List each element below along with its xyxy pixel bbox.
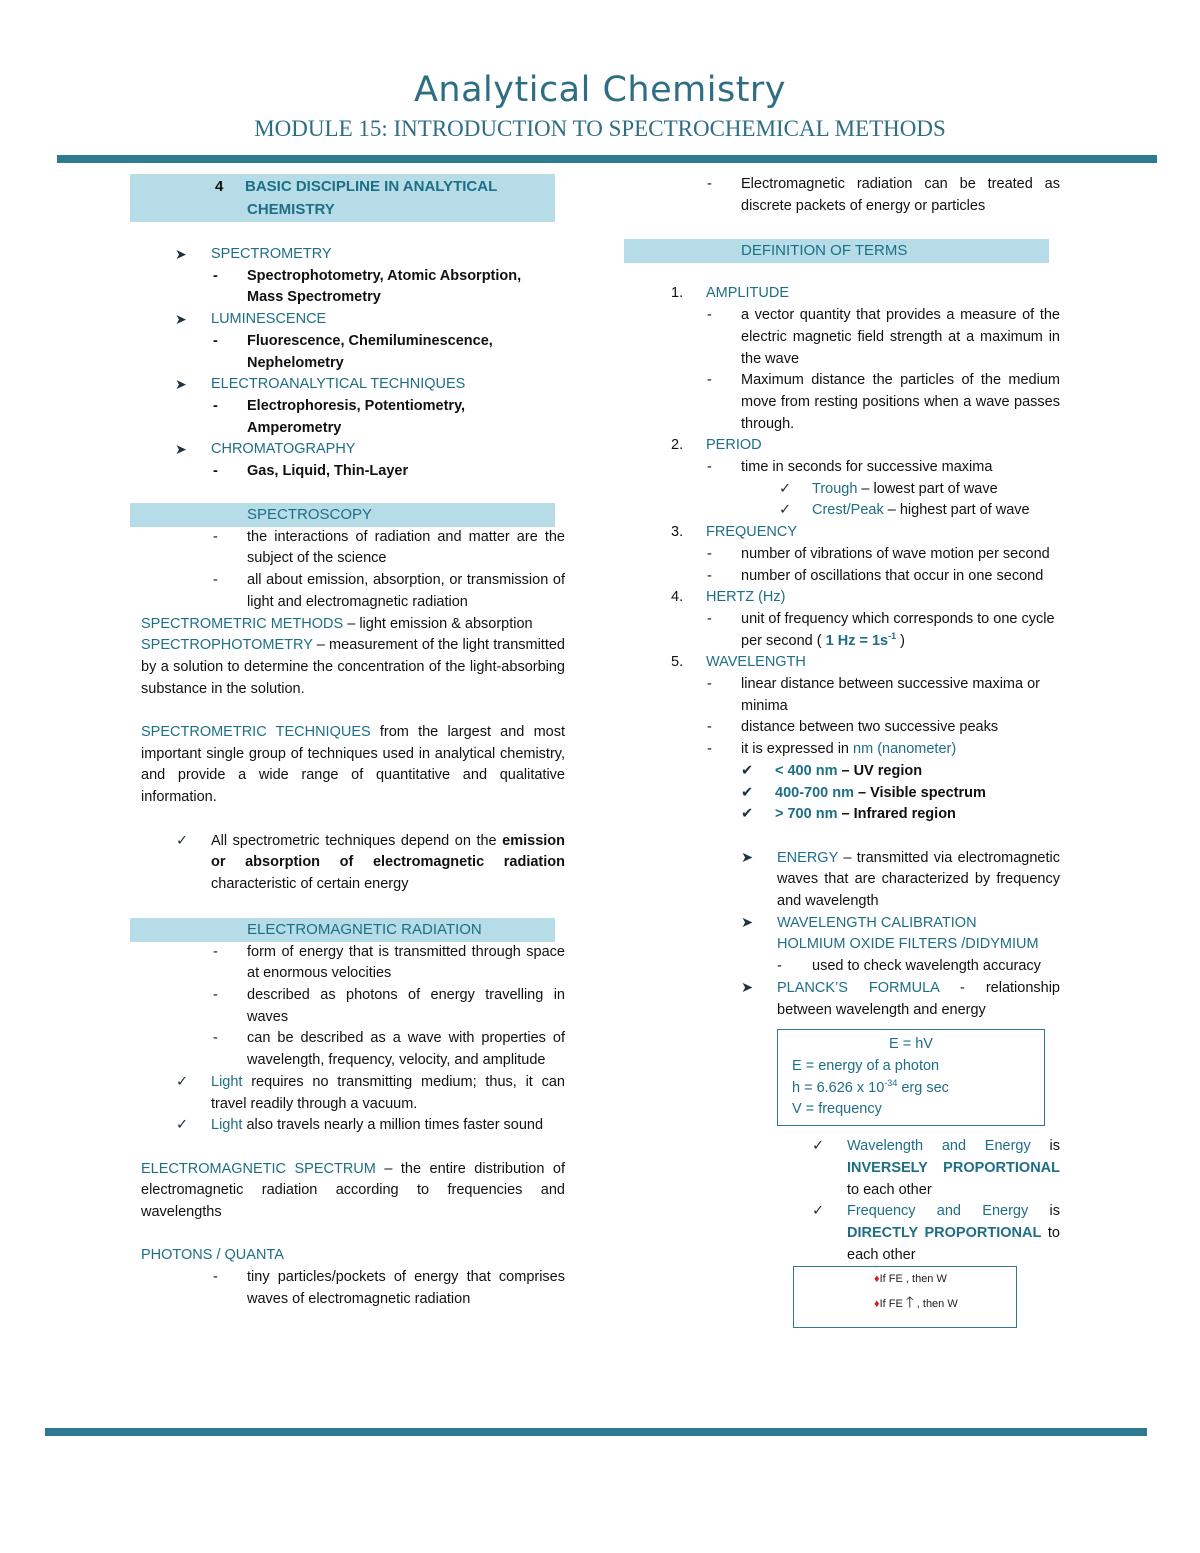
formula-e-line: E = energy of a photon	[792, 1058, 940, 1074]
relationship-inverse: ✓ Wavelength and Energy is INVERSELY PROPORTIONAL to each other	[812, 1138, 1061, 1198]
amplitude-item: - Maximum distance the particles of the medium move from resting positions when a wave passes through.	[707, 372, 1060, 432]
diamond-bullet-icon: ♦	[874, 1273, 880, 1286]
planck-formula-box	[777, 1029, 1045, 1126]
term-hertz: 4. HERTZ (Hz)	[671, 589, 786, 606]
check-icon: ✓	[176, 832, 189, 849]
planck-def: ➤ PLANCK’S FORMULA - relationship between wavelength and energy	[741, 979, 1060, 1018]
hertz-item: - unit of frequency which corresponds to one cycle per second ( 1 $Hz = 1s^{-1}$ )	[707, 610, 1055, 649]
arrow-bullet-icon: ➤	[175, 441, 187, 458]
header-rule	[57, 155, 1157, 163]
footer-rule	[45, 1428, 1147, 1436]
check-icon: ✓	[812, 1203, 825, 1220]
discipline-item	[141, 309, 565, 331]
wavelength-item: - distance between two successive peaks	[707, 719, 999, 736]
arrow-bullet-icon: ➤	[175, 246, 187, 262]
diamond-bullet-icon: ♦	[874, 1298, 880, 1311]
discipline-detail-line: Gas, Liquid, Thin-Layer	[247, 463, 409, 480]
photons-title: PHOTONS / QUANTA	[141, 1247, 284, 1264]
arrow-bullet-icon: ➤	[741, 849, 754, 866]
check-icon: ✓	[779, 480, 792, 497]
discipline-detail-line: Mass Spectrometry	[247, 289, 381, 306]
discipline-detail: - Gas, Liquid, Thin-Layer	[213, 463, 409, 480]
frequency-item: - number of vibrations of wave motion per second	[707, 545, 1050, 562]
section-header-emr: ELECTROMAGNETIC RADIATION	[130, 918, 555, 942]
calibration-item: ➤ WAVELENGTH CALIBRATION HOLMIUM OXIDE FILTERS /DIDYMIUM	[741, 914, 1039, 953]
emr-item: - form of energy that is transmitted through space at enormous velocities	[213, 943, 565, 982]
wavelength-item: - linear distance between successive maxima or minima	[707, 676, 1040, 714]
spectrometric-methods-def: SPECTROMETRIC METHODS – light emission & absorption	[141, 615, 533, 632]
check-note: ✓ All spectrometric techniques depend on the emission or absorption of electromagnetic radiation characteristic of certain energy	[176, 832, 565, 892]
arrow-bullet-icon: ➤	[741, 979, 754, 996]
section-title-line-1: BASIC DISCIPLINE IN ANALYTICAL	[245, 178, 498, 195]
spectrometric-techniques-def: SPECTROMETRIC TECHNIQUES from the largest and most important single group of techniques used in analytical chemistry, and provide a wide range of quantitative and qualitative information.	[141, 724, 565, 806]
discipline-name: ELECTROANALYTICAL TECHNIQUES	[211, 376, 466, 393]
formula-h-line: h = 6.626 x $10^{-34}$ erg sec	[792, 1077, 949, 1096]
section-header-definitions: DEFINITION OF TERMS	[624, 239, 1049, 263]
emr-item: - can be described as a wave with properties of wavelength, frequency, velocity, and amplitude	[213, 1030, 565, 1069]
formula-v-line: V = frequency	[792, 1101, 882, 1118]
amplitude-item: - a vector quantity that provides a measure of the electric magnetic field strength at a maximum in the wave	[707, 307, 1060, 367]
term-period: 2. PERIOD	[671, 437, 762, 454]
crest-item: ✓ Crest/Peak – highest part of wave	[671, 500, 1060, 522]
section-title-line-2: CHEMISTRY	[247, 201, 335, 218]
section-number: 4	[215, 178, 224, 195]
light-note: ✓ Light requires no transmitting medium; thus, it can travel readily through a vacuum.	[176, 1073, 565, 1112]
arrow-bullet-icon: ➤	[175, 311, 187, 328]
section-header-disciplines	[130, 174, 555, 222]
discipline-detail-line: Fluorescence, Chemiluminescence,	[247, 332, 493, 349]
wavelength-item: - it is expressed in nm (nanometer)	[707, 741, 957, 758]
arrow-bullet-icon: ➤	[741, 914, 754, 931]
discipline-item	[141, 374, 565, 396]
discipline-detail: - Electrophoresis, Potentiometry, Amperometry	[213, 397, 466, 436]
spectroscopy-item: - all about emission, absorption, or transmission of light and electromagnetic radiation	[213, 572, 565, 610]
relationship-line-1: ♦If FE , then W	[874, 1273, 947, 1286]
energy-def: ➤ ENERGY – transmitted via electromagnetic waves that are characterized by frequency and wavelength	[741, 849, 1060, 910]
spectroscopy-item: - the interactions of radiation and matter are the subject of the science	[213, 528, 565, 567]
calibration-detail: - used to check wavelength accuracy	[777, 958, 1041, 975]
discipline-name: CHROMATOGRAPHY	[211, 441, 356, 458]
discipline-detail-line: Amperometry	[247, 419, 342, 436]
discipline-item	[141, 439, 565, 461]
section-header-spectroscopy: SPECTROSCOPY	[130, 503, 555, 527]
discipline-detail-line: Electrophoresis, Potentiometry,	[247, 397, 466, 414]
em-spectrum-def: ELECTROMAGNETIC SPECTRUM – the entire distribution of electromagnetic radiation according to frequencies and wavelengths	[141, 1160, 565, 1221]
discipline-detail: - Fluorescence, Chemiluminescence, Nephelometry	[213, 332, 493, 371]
relationship-direct: ✓ Frequency and Energy is DIRECTLY PROPORTIONAL to each other	[812, 1203, 1060, 1263]
module-subtitle: MODULE 15: INTRODUCTION TO SPECTROCHEMICAL METHODS	[254, 116, 946, 141]
relationship-line-2: ♦If FE 🡑 , then W	[874, 1294, 958, 1312]
region-item: ✔ > 700 nm – Infrared region	[671, 804, 1060, 826]
check-icon: ✔	[741, 806, 754, 823]
term-wavelength: 5. WAVELENGTH	[671, 654, 806, 671]
discipline-name: SPECTROMETRY	[211, 246, 332, 262]
check-icon: ✓	[812, 1138, 825, 1155]
relationship-box	[793, 1266, 1017, 1328]
emr-item: - described as photons of energy travelling in waves	[213, 987, 565, 1025]
frequency-item: - number of oscillations that occur in one second	[707, 567, 1044, 584]
term-amplitude: 1. AMPLITUDE	[671, 285, 789, 302]
emr-particle-note: - Electromagnetic radiation can be treated as discrete packets of energy or particles	[707, 176, 1060, 214]
trough-item: ✓ Trough – lowest part of wave	[671, 479, 1060, 501]
photons-item: - tiny particles/pockets of energy that comprises waves of electromagnetic radiation	[213, 1269, 565, 1307]
discipline-item	[141, 244, 565, 266]
region-item: ✔ < 400 nm – UV region	[671, 761, 1060, 783]
left-column	[141, 174, 565, 1311]
check-icon: ✓	[779, 502, 792, 519]
discipline-detail-line: Spectrophotometry, Atomic Absorption,	[247, 267, 522, 284]
formula-equation: E = hV	[889, 1036, 933, 1053]
right-column	[671, 174, 1060, 1328]
check-icon: ✔	[741, 762, 754, 779]
discipline-detail: - Spectrophotometry, Atomic Absorption, Mass Spectrometry	[213, 267, 522, 306]
spectrophotometry-def: SPECTROPHOTOMETRY – measurement of the light transmitted by a solution to determine the concentration of the light-absorbing substance in the solution.	[141, 637, 565, 697]
discipline-name: LUMINESCENCE	[211, 311, 327, 328]
light-note: ✓ Light also travels nearly a million times faster sound	[141, 1115, 565, 1137]
region-item: ✔ 400-700 nm – Visible spectrum	[671, 783, 1060, 805]
period-item: - time in seconds for successive maxima	[707, 459, 993, 476]
arrow-bullet-icon: ➤	[175, 376, 187, 393]
up-arrow-icon: 🡑	[905, 1294, 914, 1312]
check-icon: ✓	[176, 1073, 189, 1090]
term-frequency: 3. FREQUENCY	[671, 524, 798, 541]
document-title: Analytical Chemistry	[413, 70, 787, 110]
discipline-detail-line: Nephelometry	[247, 354, 344, 371]
check-icon: ✓	[176, 1117, 189, 1134]
check-icon: ✔	[741, 784, 754, 801]
